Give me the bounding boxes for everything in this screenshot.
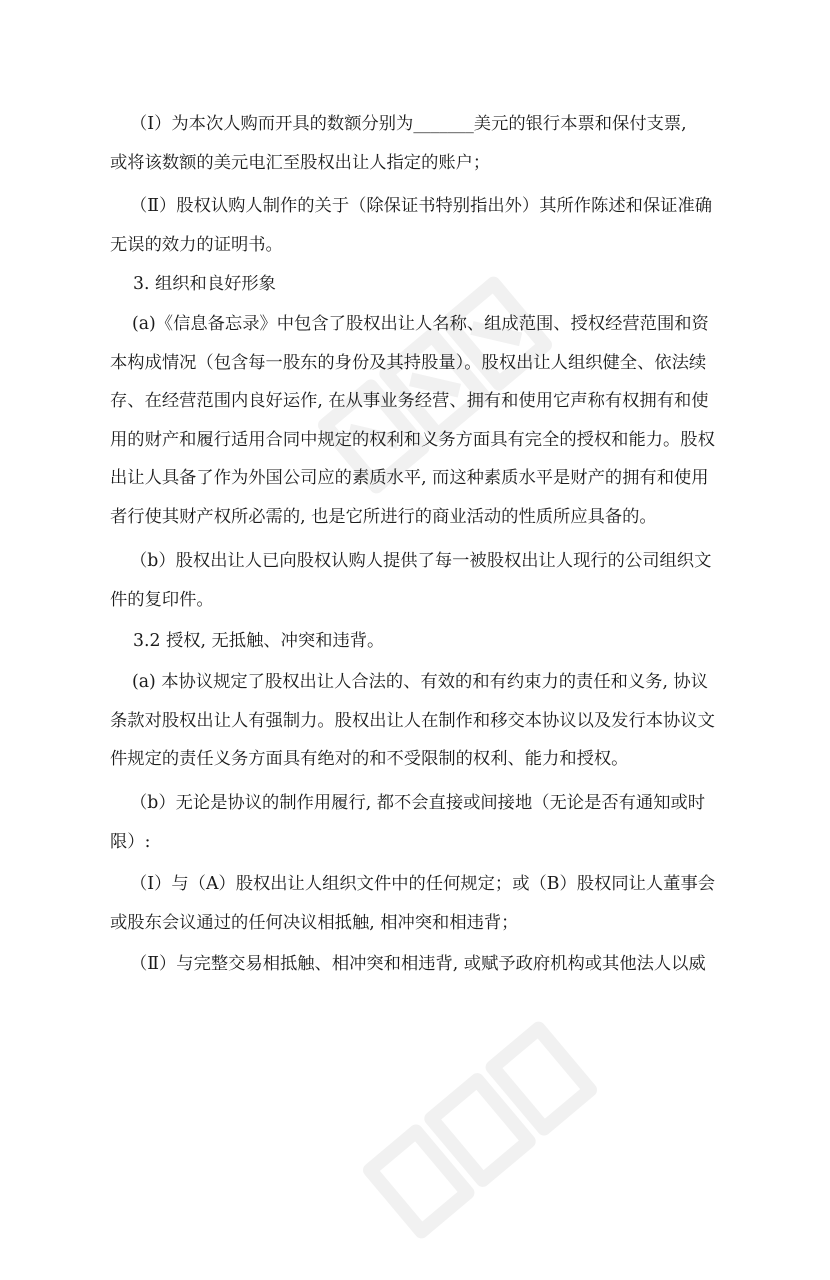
text-line: 或将该数额的美元电汇至股权出让人指定的账户； <box>110 152 491 173</box>
text-line: 件规定的责任义务方面具有绝对的和不受限制的权利、能力和授权。 <box>110 749 629 769</box>
text-line: （Ⅰ）与（A）股权出让人组织文件中的任何规定；或（B）股权同让人董事会 <box>130 874 716 894</box>
text-line: 本构成情况（包含每一股东的身份及其持股量）。股权出让人组织健全、依法续 <box>110 352 707 373</box>
text-line: 无误的效力的证明书。 <box>110 234 283 255</box>
text-line: （Ⅱ）股权认购人制作的关于（除保证书特别指出外）其所作陈述和保证准确 <box>130 196 713 216</box>
text-line: 者行使其财产权所必需的, 也是它所进行的商业活动的性质所应具备的。 <box>110 506 657 527</box>
text-line: （Ⅱ）与完整交易相抵触、相冲突和相违背, 或赋予政府机构或其他法人以威 <box>130 954 706 974</box>
text-line: (a)《信息备忘录》中包含了股权出让人名称、组成范围、授权经营范围和资 <box>132 314 709 334</box>
text-line: 件的复印件。 <box>110 589 214 610</box>
section-heading: 3.2 授权, 无抵触、冲突和违背。 <box>133 631 385 651</box>
text-line: （Ⅰ）为本次人购而开具的数额分别为_______美元的银行本票和保付支票, <box>130 114 687 134</box>
text-line: 条款对股权出让人有强制力。股权出让人在制作和移交本协议以及发行本协议文 <box>110 710 715 731</box>
text-line: 出让人具备了作为外国公司应的素质水平, 而这种素质水平是财产的拥有和使用 <box>110 468 709 488</box>
text-line: （b）无论是协议的制作用履行, 都不会直接或间接地（无论是否有通知或时 <box>130 793 706 813</box>
text-line: 用的财产和履行适用合同中规定的权利和义务方面具有完全的授权和能力。股权 <box>110 429 715 450</box>
text-line: 限）: <box>110 831 151 852</box>
watermark-logo-bottom <box>330 980 630 1280</box>
text-line: 或股东会议通过的任何决议相抵触, 相冲突和相违背； <box>110 912 519 933</box>
text-line: （b）股权出让人已向股权认购人提供了每一被股权出让人现行的公司组织文 <box>130 551 712 571</box>
text-line: (a) 本协议规定了股权出让人合法的、有效的和有约束力的责任和义务, 协议 <box>132 672 708 692</box>
section-heading: 3. 组织和良好形象 <box>133 274 276 294</box>
text-line: 存、在经营范围内良好运作, 在从事业务经营、拥有和使用它声称有权拥有和使 <box>110 391 709 411</box>
